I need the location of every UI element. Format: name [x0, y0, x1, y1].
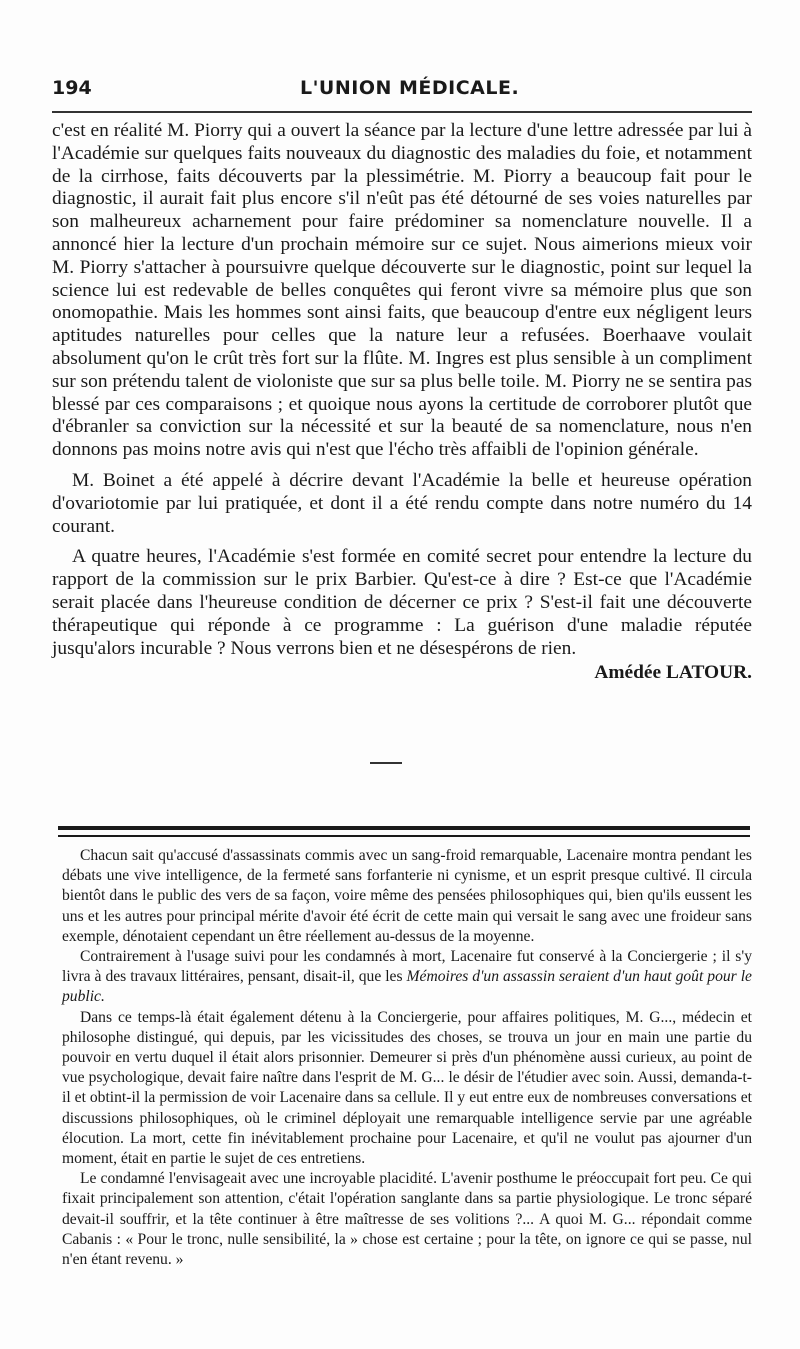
header-rule: [52, 111, 752, 113]
feuilleton-paragraph-2-italic: Mémoires d'un assassin seraient d'un haut goût pour le public.: [62, 968, 752, 1006]
feuilleton-paragraph-3: Dans ce temps-là était également détenu à la Conciergerie, pour affaires politiques, M. G..., médecin et philosophe distingué, qui depuis, par les vicissitudes des choses, se trouva un jour en main une partie du pouvoir en vertu duquel il était alors prisonnier. Demeurer si près d'un phénomène aussi curieux, au point de vue psychologique, devait faire naître dans l'esprit de M. G... le désir de l'étudier avec soin. Aussi, demanda-t-il et obtint-il la permission de voir Lacenaire dans sa cellule. Il y eut entre eux de nombreuses conversations et discussions philosophiques, où le criminel déployait une remarquable intelligence servie par une agréable élocution. La mort, cette fin inévitablement prochaine pour Lacenaire, et qu'il ne voulut pas ajourner d'un moment, était en partie le sujet de ces entretiens.: [62, 1008, 752, 1168]
feuilleton-section: [62, 846, 752, 1270]
article-paragraph-2: M. Boinet a été appelé à décrire devant l'Académie la belle et heureuse opération d'ovariotomie par lui pratiquée, et dont il a été rendu compte dans notre numéro du 14 courant.: [52, 469, 752, 537]
page-number: 194: [52, 77, 92, 99]
article-paragraph-1: c'est en réalité M. Piorry qui a ouvert la séance par la lecture d'une lettre adressée par lui à l'Académie sur quelques faits nouveaux du diagnostic des maladies du foie, et notamment de la cirrhose, faits découverts par la plessimétrie. M. Piorry a beaucoup fait pour le diagnostic, il aurait fait plus encore s'il n'eût pas été détourné de ses voies naturelles par son malheureux acharnement pour faire prédominer sa nomenclature nouvelle. Il a annoncé hier la lecture d'un prochain mémoire sur ce sujet. Nous aimerions mieux voir M. Piorry s'attacher à poursuivre quelque découverte sur le diagnostic, point sur lequel la science lui est redevable de belles conquêtes qui feront vivre sa mémoire plus que son onomopathie. Mais les hommes sont ainsi faits, que beaucoup d'entre eux négligent leurs aptitudes naturelles pour celles que la nature leur a refusées. Boerhaave voulait absolument qu'on le crût très fort sur la flûte. M. Ingres est plus sensible à un compliment sur son prétendu talent de violoniste que sur sa plus belle toile. M. Piorry ne se sentira pas blessé par ces comparaisons ; et quoique nous ayons la certitude de corroborer plutôt que d'ébranler sa conviction sur la nécessité et sur la beauté de sa nomenclature, nous n'en donnons pas moins notre avis qui n'est que l'écho très affaibli de l'opinion générale.: [52, 120, 752, 461]
journal-title: L'UNION MÉDICALE.: [300, 77, 520, 99]
author-signature: Amédée LATOUR.: [594, 662, 752, 684]
feuilleton-paragraph-2: [62, 947, 752, 1008]
main-article: [52, 120, 752, 684]
section-divider: [370, 762, 402, 764]
feuilleton-rule-thin: [58, 835, 750, 837]
feuilleton-rule-thick: [58, 826, 750, 830]
feuilleton-paragraph-2-text: Contrairement à l'usage suivi pour les condamnés à mort, Lacenaire fut conservé à la Conciergerie ; il s'y livra à des travaux littéraires, pensant, disait-il, que les: [62, 948, 752, 986]
feuilleton-paragraph-1: Chacun sait qu'accusé d'assassinats commis avec un sang-froid remarquable, Lacenaire montra pendant les débats une vive intelligence, de la fermeté sans forfanterie ni cynisme, et un esprit presque cultivé. Il circula bientôt dans le public des vers de sa façon, voire même des pensées philosophiques qui, bien qu'ils eussent les uns et les autres pour principal mérite d'avoir été écrit de cette main qui versait le sang avec une froideur sans exemple, dénotaient cependant un être réellement au-dessus de la moyenne.: [62, 847, 752, 945]
page-header: [52, 74, 752, 108]
feuilleton-paragraph-4: Le condamné l'envisageait avec une incroyable placidité. L'avenir posthume le préoccupait fort peu. Ce qui fixait principalement son attention, c'était l'opération sanglante dans sa partie physiologique. Le tronc séparé devait-il souffrir, et la tête continuer à être maîtresse de ses volitions ?... A quoi M. G... répondait comme Cabanis : « Pour le tronc, nulle sensibilité, la » chose est certaine ; pour la tête, on ignore ce qui se passe, nul n'en étant revenu. »: [62, 1170, 752, 1269]
article-paragraph-3: A quatre heures, l'Académie s'est formée en comité secret pour entendre la lecture du rapport de la commission sur le prix Barbier. Qu'est-ce à dire ? Est-ce que l'Académie serait placée dans l'heureuse condition de décerner ce prix ? S'est-il fait une découverte thérapeutique qui réponde à ce programme : La guérison d'une maladie réputée jusqu'alors incurable ? Nous verrons bien et ne désespérons de rien.: [52, 546, 752, 659]
